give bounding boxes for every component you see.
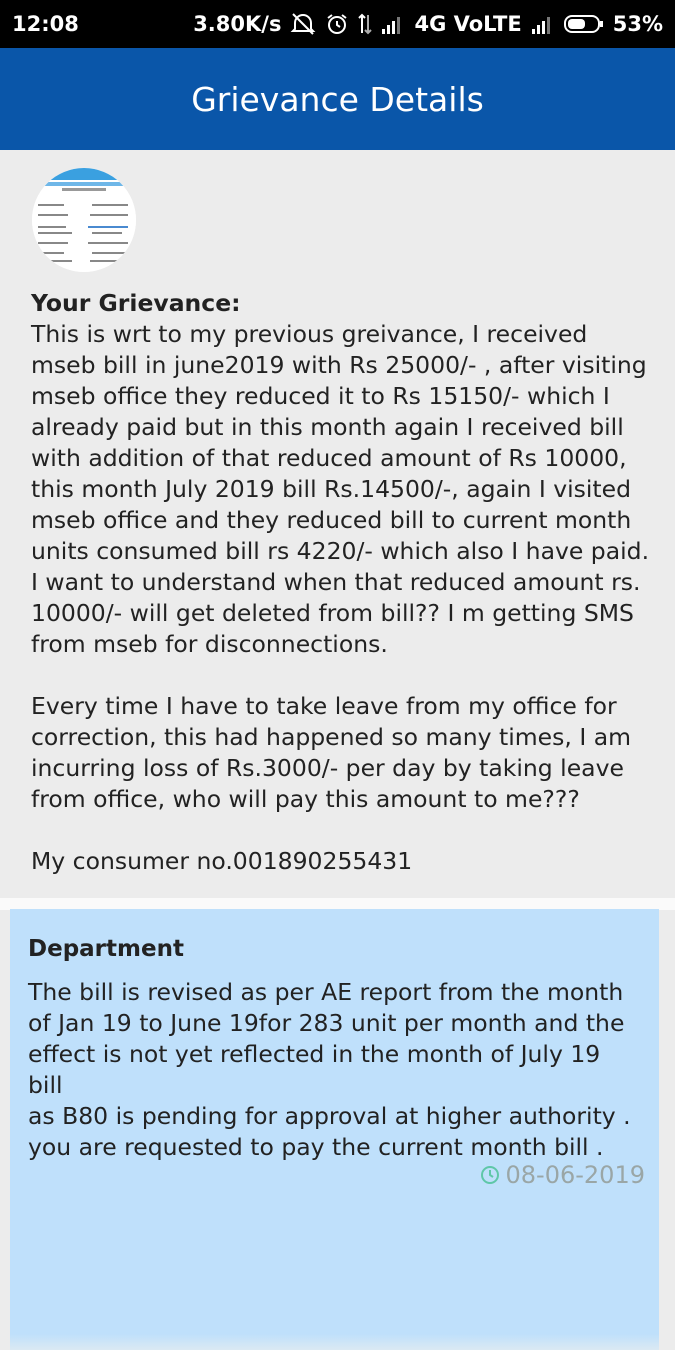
battery-icon <box>564 13 604 35</box>
department-reply-card <box>10 909 659 1350</box>
attachment-thumbnail[interactable] <box>32 168 136 272</box>
reply-date <box>480 1161 645 1189</box>
app-bar <box>0 48 675 150</box>
net-speed: 3.80K/s <box>193 12 282 36</box>
data-transfer-icon <box>358 12 372 36</box>
grievance-section <box>31 288 651 877</box>
signal-strength-icon-2 <box>531 13 555 35</box>
page-title: Grievance Details <box>191 79 484 119</box>
signal-strength-icon <box>381 13 405 35</box>
status-bar <box>0 0 675 48</box>
clock-icon <box>480 1165 500 1185</box>
grievance-label: Your Grievance: <box>31 289 241 317</box>
grievance-spacer-2 <box>31 815 651 846</box>
grievance-text-p3: My consumer no.001890255431 <box>31 847 413 875</box>
grievance-spacer <box>31 660 651 691</box>
department-label: Department <box>28 936 184 962</box>
grievance-text-p2: Every time I have to take leave from my office for correction, this had happened so many times, I am incurring loss of Rs.3000/- per day by taking leave from office, who will pay this amount to me??? <box>31 692 632 813</box>
alarm-clock-icon <box>325 12 349 36</box>
document-thumbnail-icon <box>32 168 136 272</box>
battery-level: 53% <box>612 12 663 36</box>
status-right-group <box>193 11 663 37</box>
grievance-content[interactable] <box>0 150 675 1200</box>
bottom-fade <box>10 1334 659 1350</box>
alarm-off-icon <box>290 11 316 37</box>
network-type: 4G VoLTE <box>414 12 522 36</box>
department-reply-text: The bill is revised as per AE report from the month of Jan 19 to June 19for 283 unit per month and the effect is not yet reflected in the month of July 19 bill as B80 is pending for approval at higher authority . you are requested to pay the current month bill . <box>28 978 631 1161</box>
reply-date-text: 08-06-2019 <box>505 1161 645 1189</box>
grievance-text-p1: This is wrt to my previous greivance, I received mseb bill in june2019 with Rs 25000/- , after visiting mseb office they reduced it to Rs 15150/- which I already paid but in this month again I received bill with addition of that reduced amount of Rs 10000, this month July 2019 bill Rs.14500/-, again I visited mseb office and they reduced bill to current month units consumed bill rs 4220/- which also I have paid. I want to understand when that reduced amount rs. 10000/- will get deleted from bill?? I m getting SMS from mseb for disconnections. <box>31 320 650 658</box>
status-time: 12:08 <box>12 12 79 36</box>
